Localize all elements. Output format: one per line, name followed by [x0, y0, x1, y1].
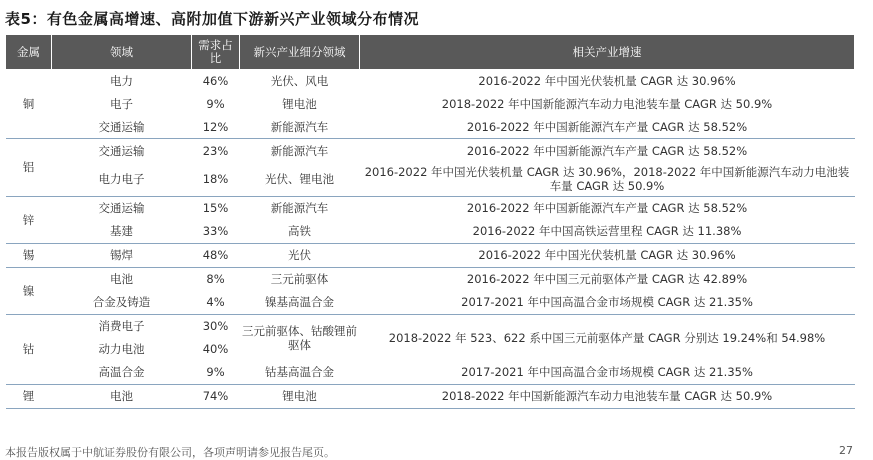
table-row [6, 139, 855, 163]
metal-cell: 铝 [6, 139, 52, 197]
subfield-cell: 高铁 [240, 220, 360, 244]
field-cell: 电池 [52, 384, 192, 408]
field-cell: 合金及铸造 [52, 291, 192, 315]
field-cell: 锡焊 [52, 243, 192, 267]
share-cell: 48% [192, 243, 240, 267]
header-field: 领域 [52, 35, 192, 69]
metal-cell: 镍 [6, 267, 52, 314]
table-row [6, 243, 855, 267]
share-cell: 12% [192, 115, 240, 139]
table-title: 表5：有色金属高增速、高附加值下游新兴产业领域分布情况 [5, 10, 419, 28]
share-cell: 8% [206, 272, 225, 286]
table-row [6, 69, 855, 92]
growth-cell: 2016-2022 年中国光伏装机量 CAGR 达 30.96% [478, 73, 736, 88]
growth-cell: 2017-2021 年中国高温合金市场规模 CAGR 达 21.35% [360, 361, 855, 385]
subfield-cell: 光伏 [240, 243, 360, 267]
field-cell: 交通运输 [98, 201, 145, 215]
metal-cell: 铜 [6, 69, 52, 139]
subfield-cell: 新能源汽车 [240, 115, 360, 139]
table-row [6, 267, 855, 291]
field-cell: 基建 [52, 220, 192, 244]
subfield-cell: 三元前驱体、钴酸锂前驱体 [242, 323, 357, 352]
subfield-cell: 钴基高温合金 [240, 361, 360, 385]
share-cell: 46% [202, 73, 229, 88]
table-row [6, 115, 855, 139]
header-row [6, 35, 855, 69]
share-cell: 33% [192, 220, 240, 244]
metal-cell: 锌 [6, 196, 52, 243]
table-row [6, 162, 855, 196]
table-row [6, 220, 855, 244]
growth-cell: 2018-2022 年 523、622 系中国三元前驱体产量 CAGR 分别达 19.24%和 54.98% [388, 330, 826, 345]
growth-cell: 2016-2022 年中国新能源汽车产量 CAGR 达 58.52% [466, 201, 748, 215]
footer-disclaimer: 本报告版权属于中航证券股份有限公司，各项声明请参见报告尾页。 [5, 446, 335, 459]
header-share: 需求占比 [192, 35, 240, 69]
share-cell: 23% [202, 143, 229, 158]
share-cell: 15% [202, 201, 229, 215]
share-cell: 9% [206, 96, 225, 111]
header-metal: 金属 [6, 35, 52, 69]
field-cell: 交通运输 [52, 115, 192, 139]
growth-cell: 2016-2022 年中国新能源汽车产量 CAGR 达 58.52% [466, 143, 748, 158]
table-row [6, 92, 855, 115]
share-cell: 40% [202, 342, 229, 356]
field-cell: 电力电子 [52, 162, 192, 196]
subfield-cell: 光伏、锂电池 [240, 162, 360, 196]
growth-cell: 2017-2021 年中国高温合金市场规模 CAGR 达 21.35% [360, 291, 855, 315]
industry-table [5, 35, 855, 409]
table-row [6, 361, 855, 385]
growth-cell: 2016-2022 年中国光伏装机量 CAGR 达 30.96% [360, 243, 855, 267]
share-cell: 4% [192, 291, 240, 315]
share-cell: 9% [192, 361, 240, 385]
subfield-cell: 光伏、风电 [270, 73, 329, 88]
field-cell: 电子 [110, 96, 133, 111]
growth-cell: 2016-2022 年中国光伏装机量 CAGR 达 30.96%，2018-2022 年中国新能源汽车动力电池装车量 CAGR 达 50.9% [360, 162, 855, 196]
field-cell: 高温合金 [52, 361, 192, 385]
header-growth: 相关产业增速 [360, 35, 855, 69]
table-row [6, 384, 855, 408]
header-subfield: 新兴产业细分领域 [240, 35, 360, 69]
metal-cell: 锂 [6, 384, 52, 408]
subfield-cell: 锂电池 [240, 384, 360, 408]
table-row [6, 291, 855, 315]
metal-cell: 钴 [6, 314, 52, 384]
share-cell: 18% [192, 162, 240, 196]
subfield-cell: 新能源汽车 [270, 201, 329, 215]
share-cell: 74% [192, 384, 240, 408]
field-cell: 电池 [110, 272, 133, 286]
subfield-cell: 镍基高温合金 [240, 291, 360, 315]
field-cell: 动力电池 [98, 342, 145, 356]
table-row [6, 196, 855, 220]
growth-cell: 2018-2022 年中国新能源汽车动力电池装车量 CAGR 达 50.9% [441, 96, 773, 111]
growth-cell: 2016-2022 年中国三元前驱体产量 CAGR 达 42.89% [466, 272, 748, 286]
growth-cell: 2016-2022 年中国高铁运营里程 CAGR 达 11.38% [360, 220, 855, 244]
subfield-cell: 三元前驱体 [270, 272, 329, 286]
field-cell: 电力 [110, 73, 133, 88]
field-cell: 消费电子 [98, 319, 145, 333]
subfield-cell: 新能源汽车 [270, 143, 329, 158]
page-number: 27 [839, 444, 853, 457]
growth-cell: 2018-2022 年中国新能源汽车动力电池装车量 CAGR 达 50.9% [360, 384, 855, 408]
field-cell: 交通运输 [98, 143, 145, 158]
metal-cell: 锡 [6, 243, 52, 267]
share-cell: 30% [202, 319, 229, 333]
table-row [6, 314, 855, 338]
growth-cell: 2016-2022 年中国新能源汽车产量 CAGR 达 58.52% [360, 115, 855, 139]
subfield-cell: 锂电池 [282, 96, 317, 111]
